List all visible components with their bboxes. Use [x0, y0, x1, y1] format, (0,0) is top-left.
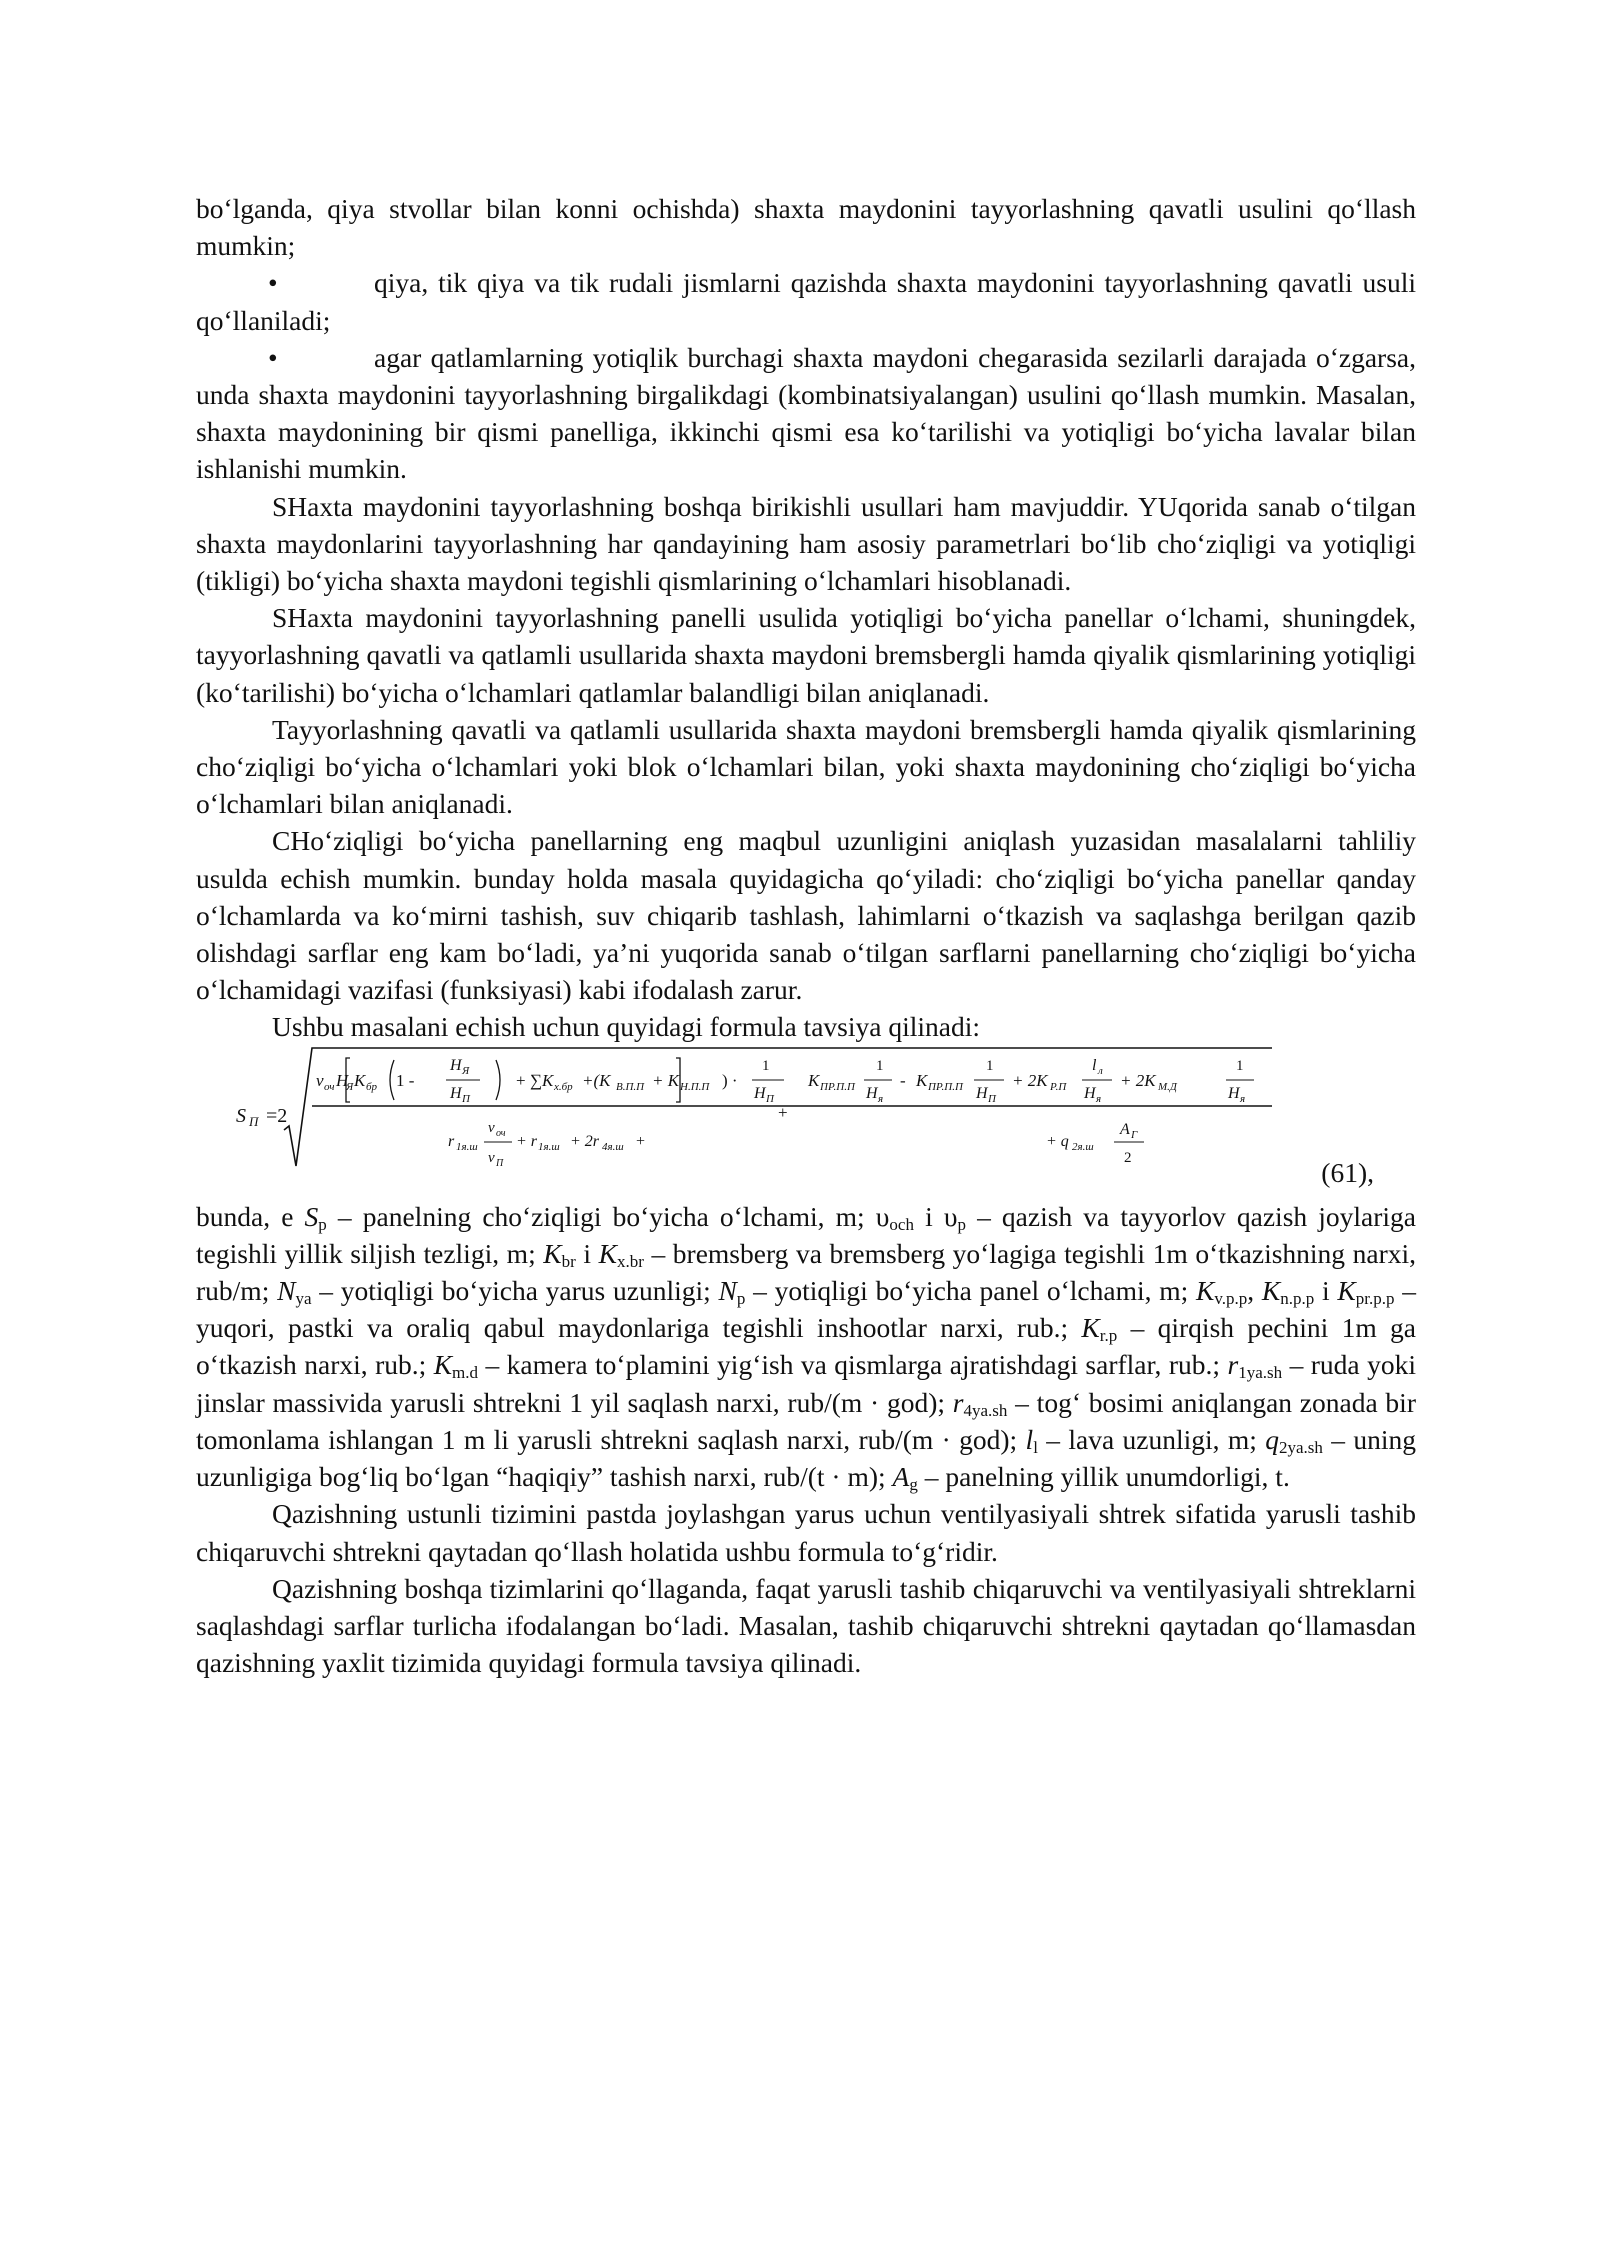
def-text: – yotiqligi bo‘yicha yarus uzunligi; — [311, 1275, 719, 1307]
def-text: – yuqori, pastki va oraliq qabul maydonlariga tegishli inshootlar narxi, rub.; — [196, 1275, 1416, 1344]
formula-token: H — [450, 1084, 462, 1102]
def-text: – bremsberg va bremsberg yo‘lagiga tegishli 1m o‘tkazishning narxi, rub/m; — [196, 1237, 1417, 1307]
paragraph: Qazishning ustunli tizimini pastda joylashgan yarus uchun ventilyasiyali shtrek sifatida yarusli tashib chiqaruvchi shtrekni qaytadan qo‘llash holatida ushbu formula to‘g‘ridir. — [196, 1498, 1416, 1567]
formula-token: H — [1228, 1084, 1240, 1102]
def-var: N — [718, 1275, 737, 1307]
formula-token: K — [808, 1070, 820, 1090]
def-sub: p — [736, 1289, 746, 1309]
def-text: i — [1314, 1275, 1338, 1307]
def-text: – uning uzunligiga bog‘liq bo‘lgan “haqiqiy” tashish narxi, rub/(t · m); — [196, 1423, 1417, 1493]
formula-token: l — [1092, 1056, 1097, 1074]
formula-token: H — [754, 1084, 766, 1102]
formula-sub: П — [766, 1092, 774, 1105]
formula-svg — [236, 1046, 1336, 1198]
formula-sub: я — [878, 1092, 884, 1105]
bullet-text: agar qatlamlarning yotiqlik burchagi shaxta maydoni chegarasida sezilarli darajada o‘zgarsa, unda shaxta maydonini tayyorlashning birgalikdagi (kombinatsiyalangan) usulini qo‘llash mumkin. Masalan, shaxta maydonining bir qismi panelliga, ikkinchi qismi esa ko‘tarilishi va yotiqligi bo‘yicha lavalar bilan ishlanishi mumkin. — [196, 341, 1416, 485]
def-var: N — [277, 1275, 296, 1307]
formula-lhs: S — [236, 1104, 246, 1127]
def-var: l — [1025, 1423, 1034, 1455]
paragraph: bo‘lganda, qiya stvollar bilan konni ochishda) shaxta maydonini tayyorlashning qavatli usulini qo‘llash mumkin; — [196, 193, 1416, 262]
def-var: K — [1261, 1275, 1281, 1307]
def-sub: p — [957, 1214, 966, 1234]
formula-token: + q — [1046, 1132, 1069, 1150]
formula-sub: Н.П.П — [680, 1080, 710, 1093]
formula-token: + 2K — [1120, 1070, 1156, 1090]
paragraph: Ushbu masalani echish uchun quyidagi formula tavsiya qilinadi: — [272, 1011, 980, 1043]
def-sub: g — [909, 1475, 918, 1495]
def-sub: r.p — [1099, 1326, 1118, 1346]
def-sub: v.p.p — [1214, 1289, 1248, 1309]
formula-token: v — [488, 1119, 495, 1136]
def-var: r — [1227, 1349, 1239, 1381]
formula-sub: П — [249, 1113, 259, 1129]
formula-token: H — [450, 1056, 462, 1074]
def-sub: br — [561, 1251, 576, 1271]
paren-right — [496, 1060, 500, 1100]
def-var: r — [952, 1386, 964, 1418]
formula-token: + — [636, 1132, 646, 1150]
def-var: K — [1081, 1312, 1100, 1344]
def-text: – tog‘ bosimi aniqlangan zonada bir tomonlama ishlangan 1 m li yarusli shtrekni saqlash narxi, rub/(m · god); — [196, 1386, 1416, 1455]
def-sub: l — [1033, 1437, 1038, 1457]
formula-token: ) · — [722, 1070, 738, 1090]
formula-token: + r — [516, 1132, 538, 1150]
def-var: A — [892, 1461, 910, 1493]
equation-number: (61), — [1321, 1156, 1374, 1188]
bullet-item — [196, 264, 1416, 338]
def-var: S — [304, 1200, 319, 1232]
formula-token: +(K — [582, 1070, 611, 1090]
formula-sub: Г — [1131, 1128, 1138, 1141]
formula-sub: бр — [366, 1080, 378, 1093]
formula-token: K — [916, 1070, 928, 1090]
formula-token: H — [866, 1084, 878, 1102]
bullet-icon: • — [268, 341, 278, 373]
formula-sub: 1я.ш — [456, 1140, 478, 1153]
formula-token: 1 — [762, 1057, 770, 1074]
definitions-paragraph — [196, 1198, 1416, 1496]
def-text: – kamera to‘plamini yig‘ish va qismlarga ajratishdagi sarflar, rub.; — [478, 1349, 1228, 1381]
formula-token: H — [336, 1070, 349, 1090]
def-var: q — [1265, 1423, 1279, 1455]
formula-sub: оч — [496, 1127, 506, 1139]
formula-token: + 2r — [570, 1132, 600, 1150]
formula-sub: П — [496, 1157, 504, 1169]
formula-sub: ПР.П.П — [820, 1080, 855, 1093]
def-var: K — [1337, 1275, 1356, 1307]
formula-token: v — [488, 1149, 495, 1166]
def-text: i υ — [913, 1200, 958, 1232]
def-sub: p — [318, 1214, 327, 1234]
formula-token: 1 — [986, 1057, 994, 1074]
def-sub: ya — [295, 1289, 312, 1309]
formula-token: K — [354, 1070, 366, 1090]
formula-sub: Я — [462, 1064, 470, 1077]
paragraph: Qazishning boshqa tizimlarini qo‘llaganda, faqat yarusli tashib chiqaruvchi va ventilyasiyali shtreklarni saqlashdagi sarflar turlicha ifodalangan bo‘ladi. Masalan, tashib chiqaruvchi shtrekni qaytadan qo‘llamasdan qazishning yaxlit tizimida quyidagi formula tavsiya qilinadi. — [196, 1572, 1416, 1679]
def-text: – qirqish pechini 1m ga o‘tkazish narxi, rub.; — [196, 1312, 1417, 1381]
document-page — [196, 190, 1416, 1681]
bullet-item — [196, 339, 1416, 488]
formula-sub: л — [1098, 1064, 1103, 1077]
def-sub: 1ya.sh — [1238, 1363, 1283, 1383]
formula-61 — [196, 1046, 1416, 1198]
def-sub: x.br — [616, 1251, 644, 1271]
formula-sub: я — [1096, 1092, 1102, 1105]
def-var: K — [598, 1237, 617, 1269]
formula-sub: М.Д — [1158, 1080, 1177, 1093]
formula-sub: П — [462, 1092, 470, 1105]
def-var: K — [1196, 1275, 1215, 1307]
formula-sub: оч — [324, 1080, 335, 1093]
def-sub: m.d — [452, 1363, 479, 1383]
formula-token: - — [900, 1070, 906, 1090]
formula-token: K — [542, 1070, 554, 1090]
def-sub: n.p.p — [1280, 1289, 1315, 1309]
def-sub: och — [889, 1214, 914, 1234]
formula-token: H — [1084, 1084, 1096, 1102]
formula-token: + — [778, 1102, 788, 1122]
def-text: – qazish va tayyorlov qazish joylariga tegishli yillik siljish tezligi, m; — [196, 1200, 1417, 1269]
def-text: – panelning cho‘ziqligi bo‘yicha o‘lchami, m; υ — [326, 1200, 890, 1232]
formula-sub: х.бр — [554, 1080, 573, 1093]
def-text: – ruda yoki jinslar massivida yarusli shtrekni 1 yil saqlash narxi, rub/(m · god); — [196, 1349, 1416, 1418]
formula-token: + ∑ — [516, 1070, 542, 1090]
paren-left — [390, 1060, 394, 1100]
def-text: – yotiqligi bo‘yicha panel o‘lchami, m; — [745, 1275, 1197, 1307]
formula-token: r — [448, 1132, 455, 1150]
def-sub: 2ya.sh — [1279, 1437, 1323, 1457]
def-text: – lava uzunligi, m; — [1037, 1423, 1266, 1455]
def-text: , — [1247, 1275, 1262, 1307]
formula-token: 1 — [1236, 1057, 1244, 1074]
formula-sub: 2я.ш — [1072, 1140, 1094, 1153]
formula-token: A — [1120, 1120, 1130, 1138]
paragraph: SHaxta maydonini tayyorlashning boshqa birikishli usullari ham mavjuddir. YUqorida sanab o‘tilgan shaxta maydonlarini tayyorlashning har qandayining ham asosiy parametrlari bo‘lib cho‘ziqligi va yotiqligi (tikligi) bo‘yicha shaxta maydoni tegishli qismlarining o‘lchamlari hisoblanadi. — [196, 490, 1416, 597]
def-text: bunda, e — [196, 1200, 305, 1232]
paragraph: SHaxta maydonini tayyorlashning panelli usulida yotiqligi bo‘yicha panellar o‘lchami, shuningdek, tayyorlashning qavatli va qatlamli usullarida shaxta maydoni bremsbergli hamda qiyalik qismlarining yotiqligi (ko‘tarilishi) bo‘yicha o‘lchamlari qatlamlar balandligi bilan aniqlanadi. — [196, 602, 1416, 708]
bullet-text: qiya, tik qiya va tik rudali jismlarni qazishda shaxta maydonini tayyorlashning qavatli usuli qo‘llaniladi; — [196, 267, 1416, 336]
def-text: – panelning yillik unumdorligi, t. — [917, 1461, 1290, 1493]
def-var: K — [543, 1237, 562, 1269]
def-var: K — [433, 1349, 453, 1381]
formula-sub: я — [1240, 1092, 1246, 1105]
formula-sub: П — [988, 1092, 996, 1105]
formula-token: 1 - — [396, 1070, 415, 1090]
formula-eq: =2 — [266, 1104, 288, 1127]
paragraph: Tayyorlashning qavatli va qatlamli usullarida shaxta maydoni bremsbergli hamda qiyalik qismlarining cho‘ziqligi bo‘yicha o‘lchamlari yoki blok o‘lchamlari bilan, yoki shaxta maydonining cho‘ziqligi bo‘yicha o‘lchamlari bilan aniqlanadi. — [196, 713, 1416, 820]
formula-sub: В.П.П — [616, 1080, 645, 1093]
def-sub: 4ya.sh — [963, 1400, 1008, 1420]
formula-sub: 4я.ш — [602, 1140, 624, 1153]
formula-token: + 2K — [1012, 1070, 1048, 1090]
formula-sub: Я — [346, 1080, 354, 1093]
formula-sub: 1я.ш — [538, 1140, 560, 1153]
paragraph: CHo‘ziqligi bo‘yicha panellarning eng maqbul uzunligini aniqlash yuzasidan masalalarni tahliliy usulda echish mumkin. bunday holda masala quyidagicha qo‘yiladi: cho‘ziqligi bo‘yicha panellar qanday o‘lchamlarda va ko‘mirni tashish, suv chiqarib tashlash, lahimlarni o‘tkazish va saqlashga berilgan qazib olishdagi sarflar eng kam bo‘ladi, ya’ni yuqorida sanab o‘tilgan sarflarni panellarning cho‘ziqligi bo‘yicha o‘lchamidagi vazifasi (funksiyasi) kabi ifodalash zarur. — [196, 825, 1416, 1006]
formula-token: H — [976, 1084, 988, 1102]
bullet-icon: • — [268, 267, 278, 299]
formula-token: + K — [652, 1070, 680, 1090]
def-text: i — [575, 1237, 599, 1269]
def-sub: pr.p.p — [1355, 1289, 1395, 1309]
formula-token: v — [316, 1070, 324, 1090]
formula-token: 1 — [876, 1057, 884, 1074]
formula-token: 2 — [1124, 1149, 1132, 1166]
formula-sub: Р.П — [1050, 1080, 1067, 1093]
formula-sub: ПР.П.П — [928, 1080, 963, 1093]
